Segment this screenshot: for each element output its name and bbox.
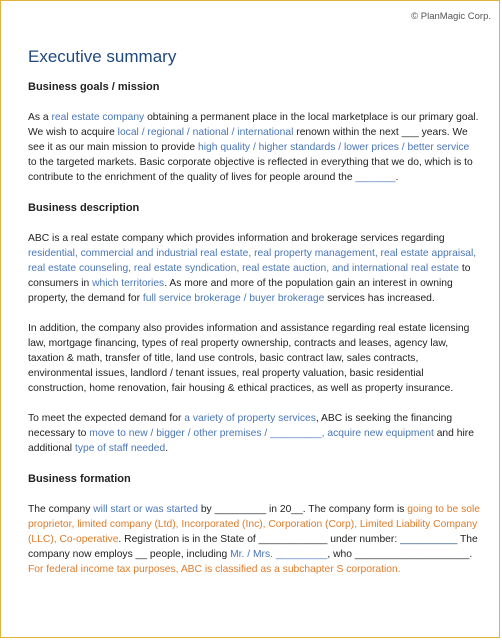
copyright-notice: © PlanMagic Corp. (411, 11, 491, 22)
description-heading: Business description (28, 202, 140, 214)
description-paragraph-2 (28, 321, 480, 396)
highlighted-text: Mr. / Mrs. _________ (230, 549, 328, 560)
highlighted-text: type of staff needed (74, 443, 166, 454)
goals-paragraph (28, 110, 480, 185)
highlighted-text: _______ (355, 172, 396, 183)
formation-paragraph (28, 502, 480, 577)
body-text: services has increased. (324, 293, 435, 304)
body-text: by _________ in 20__. The company form is (197, 504, 408, 515)
highlighted-text: move to new / bigger / other premises / _________, acquire new equipment (89, 428, 434, 439)
body-text: renown within the next ___ years. We see it as our main mission to provide (28, 127, 468, 153)
body-text: . (165, 443, 169, 454)
body-text: The company now employs __ people, including (28, 534, 478, 560)
body-text: To meet the expected demand for (28, 413, 185, 424)
body-text: . As more and more of the population gain an interest in owning property, the demand for (28, 278, 453, 304)
description-paragraph-1 (28, 231, 480, 306)
highlighted-text: For federal income tax purposes, ABC is classified as a subchapter S corporation. (28, 564, 401, 575)
body-text: . (395, 172, 399, 183)
body-text: The company (28, 504, 94, 515)
body-text: , ABC is seeking the financing necessary to (28, 413, 453, 439)
highlighted-text: a variety of property services (184, 413, 316, 424)
highlighted-text: full service brokerage / buyer brokerage (142, 293, 325, 304)
document-title: Executive summary (28, 47, 177, 66)
document-content (28, 47, 480, 592)
body-text: In addition, the company also provides information and assistance regarding real estate licensing law, mortgage financing, types of real property ownership, contracts and leases, agency law, taxation & math, transfer of title, land use controls, basic contract law, sales contracts, environmental issues, landlord / tenant issues, real property valuation, basic residential construction, home renovation, fair housing & ethical practices, as well as property insurance. (28, 323, 470, 394)
description-paragraph-3 (28, 411, 480, 456)
body-text: , who ____________________. (327, 549, 473, 560)
goals-heading: Business goals / mission (28, 81, 160, 93)
body-text: . Registration is in the State of ____________ under number: (118, 534, 401, 545)
body-text: to consumers in (28, 263, 471, 289)
highlighted-text: will start or was started (93, 504, 198, 515)
body-text: and hire additional (28, 428, 474, 454)
body-text: As a (28, 112, 52, 123)
highlighted-text: going to be sole proprietor, limited company (Ltd), Incorporated (Inc), Corporation (Corp), Limited Liability Company (LLC), Co-operative (28, 504, 480, 545)
highlighted-text: residential, commercial and industrial real estate, real property management, real estate appraisal, real estate counseling, real estate syndication, real estate auction, and international real estate (28, 248, 477, 274)
body-text: ABC is a real estate company which provides information and brokerage services regarding (28, 233, 445, 244)
highlighted-text: __________ (400, 534, 458, 545)
highlighted-text: real estate company (51, 112, 145, 123)
highlighted-text: local / regional / national / international (117, 127, 294, 138)
body-text: obtaining a permanent place in the local marketplace is our primary goal. We wish to acquire (28, 112, 479, 138)
formation-heading: Business formation (28, 473, 131, 485)
body-text: to the targeted markets. Basic corporate objective is reflected in everything that we do, which is to contribute to the enrichment of the quality of lives for people around the (28, 157, 473, 183)
highlighted-text: high quality / higher standards / lower prices / better service (197, 142, 470, 153)
highlighted-text: which territories (92, 278, 165, 289)
